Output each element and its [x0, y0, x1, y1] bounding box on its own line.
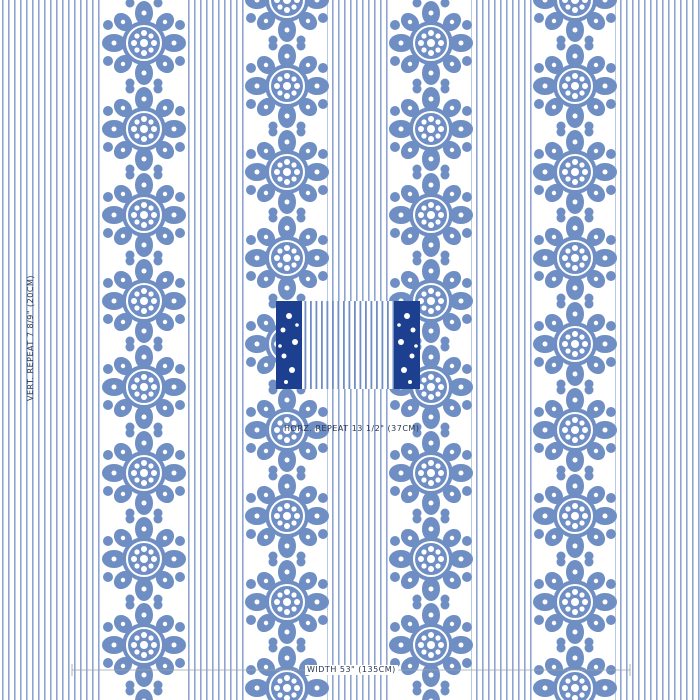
repeat-swatch — [276, 301, 420, 389]
swatch-band-left — [276, 301, 302, 389]
width-label: WIDTH 53" (135CM) — [307, 665, 396, 674]
swatch-band-right — [394, 301, 420, 389]
vertical-repeat-label: VERT. REPEAT 7 8/9" (20CM) — [26, 275, 35, 401]
lace-band — [533, 0, 617, 700]
horizontal-repeat-label: HORZ. REPEAT 13 1/2" (37CM) — [284, 424, 420, 433]
lace-band — [102, 0, 186, 700]
